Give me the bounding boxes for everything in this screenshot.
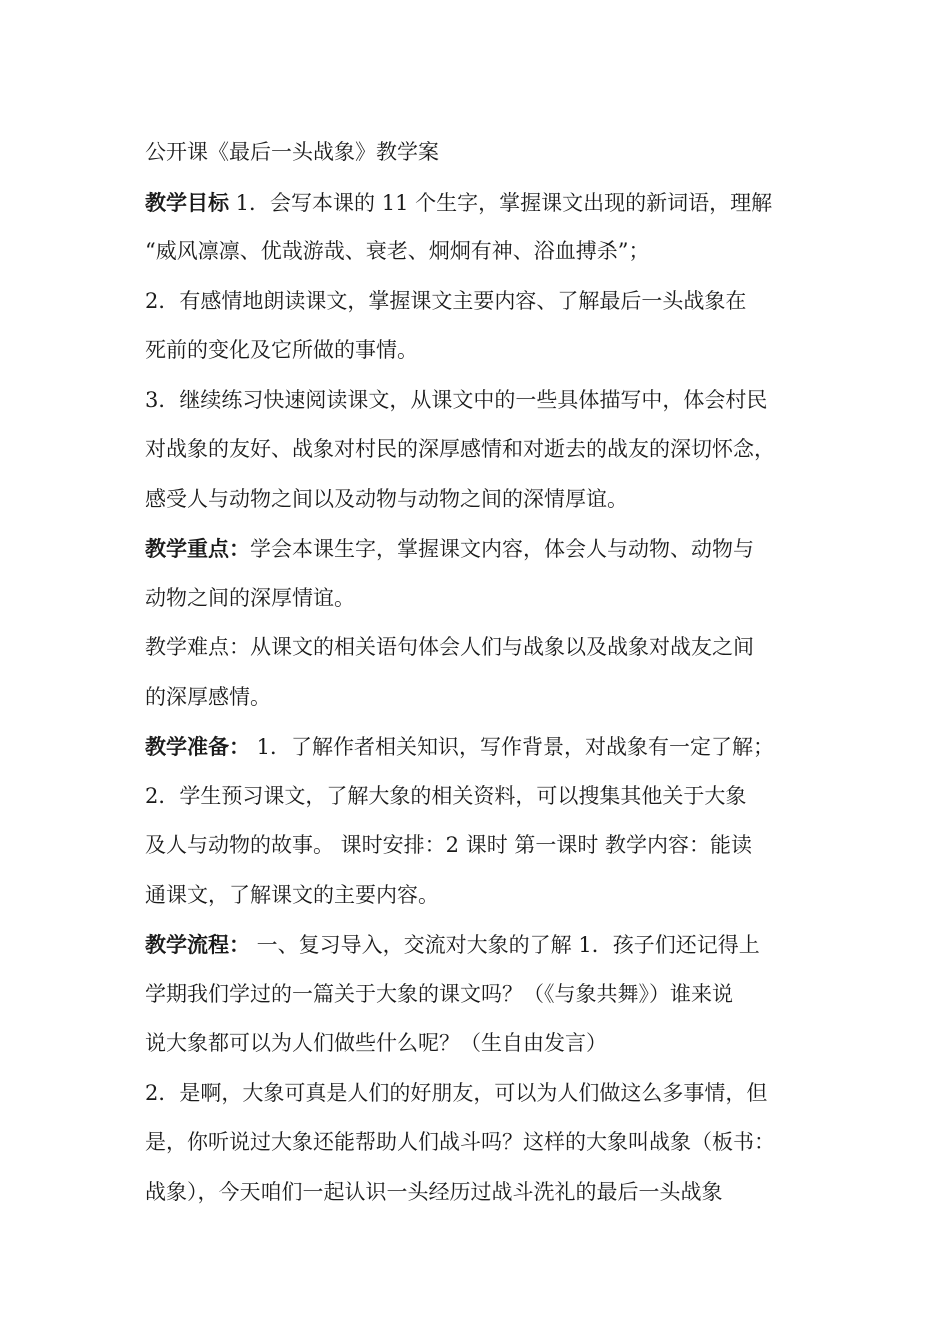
- text-line: [145, 920, 825, 970]
- text-line: 死前的变化及它所做的事情。: [145, 338, 418, 362]
- text-line: 战象），今天咱们一起认识一头经历过战斗洗礼的最后一头战象: [145, 1179, 723, 1204]
- text-line: 的深厚感情。: [145, 684, 271, 709]
- line-text: 一、复习导入，交流对大象的了解 1．孩子们还记得上: [250, 933, 760, 957]
- section-label: 教学流程：: [145, 932, 250, 957]
- line-text: 1．会写本课的 11 个生字，掌握课文出现的新词语，理解: [229, 190, 773, 215]
- text-line: 说大象都可以为人们做些什么呢？（生自由发言）: [145, 1031, 607, 1055]
- text-line: 2．学生预习课文，了解大象的相关资料，可以搜集其他关于大象: [145, 783, 747, 808]
- text-line: 及人与动物的故事。 课时安排：2 课时 第一课时 教学内容：能读: [145, 833, 753, 857]
- text-line: 是，你听说过大象还能帮助人们战斗吗？这样的大象叫战象（板书：: [145, 1130, 775, 1154]
- line-text: 学会本课生字，掌握课文内容，体会人与动物、动物与: [250, 537, 754, 561]
- text-line: 教学难点：从课文的相关语句体会人们与战象以及战象对战友之间: [145, 635, 754, 659]
- line-text: 1．了解作者相关知识，写作背景，对战象有一定了解；: [250, 735, 775, 759]
- text-line: 3．继续练习快速阅读课文，从课文中的一些具体描写中，体会村民: [145, 387, 768, 412]
- text-line: 感受人与动物之间以及动物与动物之间的深情厚谊。: [145, 486, 628, 511]
- text-line: 通课文，了解课文的主要内容。: [145, 882, 439, 907]
- text-line: [145, 524, 825, 574]
- section-label: 教学重点：: [145, 536, 250, 561]
- text-line: 学期我们学过的一篇关于大象的课文吗？（《与象共舞》）谁来说: [145, 981, 733, 1006]
- section-label: 教学准备：: [145, 734, 250, 759]
- text-line: 2．有感情地朗读课文，掌握课文主要内容、了解最后一头战象在: [145, 288, 747, 313]
- text-line: “威风凛凛、优哉游哉、衰老、炯炯有神、浴血搏杀”；: [145, 239, 650, 263]
- text-line: 2．是啊，大象可真是人们的好朋友，可以为人们做这么多事情，但: [145, 1080, 768, 1105]
- text-line: [145, 178, 825, 228]
- text-line: 动物之间的深厚情谊。: [145, 585, 355, 610]
- text-line: 对战象的友好、战象对村民的深厚感情和对逝去的战友的深切怀念，: [145, 437, 775, 461]
- text-line: [145, 722, 825, 772]
- document-body: [145, 128, 825, 1217]
- section-label: 教学目标: [145, 189, 229, 215]
- document-title: 公开课《最后一头战象》教学案: [145, 140, 439, 164]
